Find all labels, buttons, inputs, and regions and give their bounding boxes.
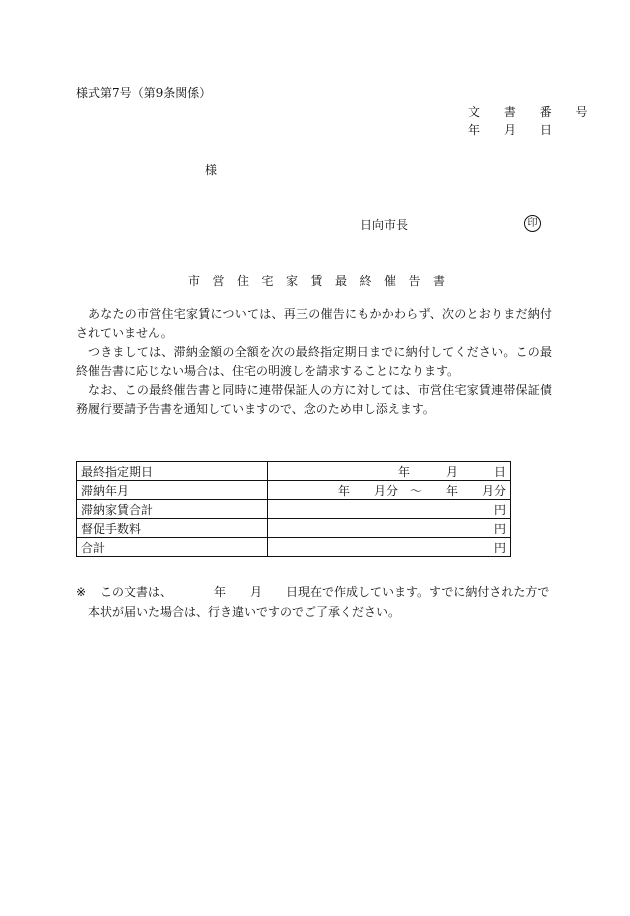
document-number-label: 文 書 番 号	[468, 105, 598, 119]
date-day: 日	[539, 123, 552, 137]
seal-stamp: 印	[524, 215, 541, 232]
row-label-rent-total: 滞納家賃合計	[77, 500, 268, 519]
body-text	[76, 305, 552, 419]
date-month: 月	[503, 123, 516, 137]
document-title: 市営住宅家賃最終催告書	[188, 274, 458, 288]
footnote-text-2: 本状が届いた場合は、行き違いですのでご了承ください。	[88, 605, 401, 619]
row-value-final-due-date: 年 月 日	[268, 462, 511, 481]
row-value-grand-total: 円	[268, 538, 511, 557]
table-row	[77, 462, 511, 481]
row-label-dunning-fee: 督促手数料	[77, 519, 268, 538]
row-label-grand-total: 合計	[77, 538, 268, 557]
form-number: 様式第7号（第9条関係）	[76, 86, 212, 100]
reference-mark-icon: ※	[76, 585, 87, 599]
row-label-arrears-period: 滞納年月	[77, 481, 268, 500]
footnote-text-1: この文書は、 年 月 日現在で作成しています。すでに納付された方で	[100, 585, 550, 599]
arrears-table	[76, 461, 511, 557]
row-value-arrears-period: 年 月分 ～ 年 月分	[268, 481, 511, 500]
row-label-final-due-date: 最終指定期日	[77, 462, 268, 481]
date-year: 年	[468, 123, 481, 137]
footnote	[76, 582, 552, 622]
body-paragraph-3: なお、この最終催告書と同時に連帯保証人の方に対しては、市営住宅家賃連帯保証債務履行要請予告書を通知していますので、念のため申し添えます。	[76, 383, 552, 416]
issue-date	[468, 122, 552, 138]
footnote-line-1	[76, 582, 552, 602]
table-row	[77, 538, 511, 557]
table-row	[77, 500, 511, 519]
row-value-dunning-fee: 円	[268, 519, 511, 538]
addressee-honorific: 様	[205, 163, 218, 177]
body-paragraph-2: つきましては、滞納金額の全額を次の最終指定期日までに納付してください。この最終催告書に応じない場合は、住宅の明渡しを請求することになります。	[76, 345, 552, 378]
sender-name: 日向市長	[360, 218, 409, 232]
body-paragraph-1: あなたの市営住宅家賃については、再三の催告にもかかわらず、次のとおりまだ納付されていません。	[76, 307, 552, 340]
table-row	[77, 519, 511, 538]
table-row	[77, 481, 511, 500]
row-value-rent-total: 円	[268, 500, 511, 519]
